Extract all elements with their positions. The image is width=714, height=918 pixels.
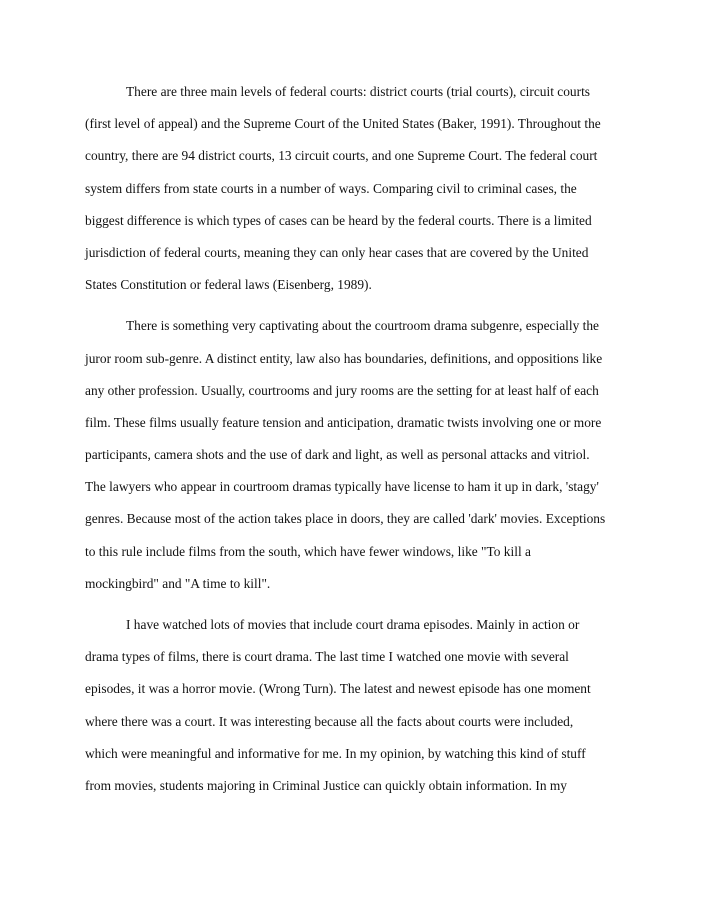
text-line: film. These films usually feature tension and anticipation, dramatic twists involving one or more [85, 414, 602, 430]
text-line: drama types of films, there is court drama. The last time I watched one movie with several [85, 649, 569, 665]
text-line: I have watched lots of movies that include court drama episodes. Mainly in action or [126, 617, 580, 632]
document-body [85, 76, 645, 811]
text-line: which were meaningful and informative for me. In my opinion, by watching this kind of stuff [85, 745, 586, 761]
text-line: system differs from state courts in a number of ways. Comparing civil to criminal cases, the [85, 180, 577, 196]
text-line: to this rule include films from the south, which have fewer windows, like "To kill a [85, 543, 531, 559]
text-line: where there was a court. It was interesting because all the facts about courts were included, [85, 713, 574, 729]
paragraph-personal-experience [85, 609, 645, 802]
paragraph-federal-courts [85, 76, 645, 301]
text-line: jurisdiction of federal courts, meaning they can only hear cases that are covered by the United [85, 244, 589, 260]
text-line: The lawyers who appear in courtroom dramas typically have license to ham it up in dark, 'stagy' [85, 479, 599, 495]
text-line: participants, camera shots and the use of dark and light, as well as personal attacks and vitriol. [85, 447, 590, 463]
text-line: any other profession. Usually, courtrooms and jury rooms are the setting for at least half of each [85, 382, 599, 398]
text-line: (first level of appeal) and the Supreme Court of the United States (Baker, 1991). Throughout the [85, 116, 601, 132]
text-line: juror room sub-genre. A distinct entity, law also has boundaries, definitions, and oppositions like [85, 350, 603, 366]
text-line: States Constitution or federal laws (Eisenberg, 1989). [85, 277, 372, 293]
paragraph-courtroom-drama [85, 310, 645, 600]
text-line: from movies, students majoring in Criminal Justice can quickly obtain information. In my [85, 777, 567, 793]
text-line: mockingbird" and "A time to kill". [85, 575, 271, 591]
text-line: There are three main levels of federal courts: district courts (trial courts), circuit courts [126, 84, 591, 99]
text-line: genres. Because most of the action takes place in doors, they are called 'dark' movies. Exceptions [85, 511, 606, 527]
text-line: episodes, it was a horror movie. (Wrong Turn). The latest and newest episode has one moment [85, 681, 591, 697]
text-line: country, there are 94 district courts, 13 circuit courts, and one Supreme Court. The federal court [85, 148, 598, 164]
text-line: There is something very captivating about the courtroom drama subgenre, especially the [126, 318, 599, 334]
text-line: biggest difference is which types of cases can be heard by the federal courts. There is a limited [85, 212, 592, 228]
